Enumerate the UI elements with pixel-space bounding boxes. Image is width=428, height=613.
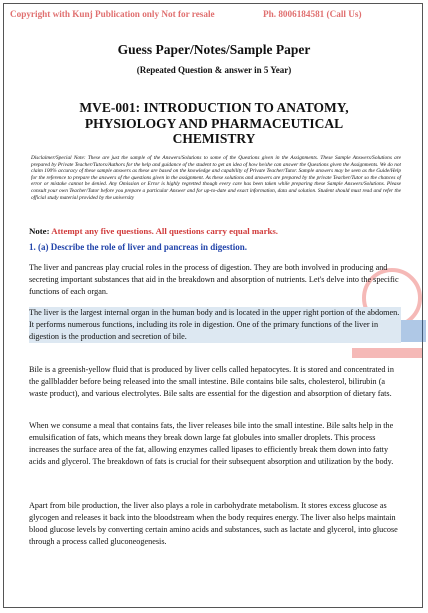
course-title	[20, 100, 408, 147]
paragraph-4: When we consume a meal that contains fats, the liver releases bile into the small intestine. Bile salts help in the emulsification of fats, which means they break down large fat globules into smaller droplets. This process increases the surface area of the fat, allowing enzymes called lipases to efficiently break them down into fatty acids and glycerol. The breakdown of fats is crucial for their subsequent absorption and utilization by the body.	[29, 421, 394, 466]
note-label: Note:	[29, 226, 50, 236]
disclaimer-text: Disclaimer/Special Note: These are just the sample of the Answers/Solutions to some of the Questions given in the Assignments. These Sample Answers/Solutions are prepared by Private Teacher/Tutors/Authors for the help and guidance of the student to get an idea of how he/she can answer the Questions given the Assignments. We do not claim 100% accuracy of these sample answers as these are based on the knowledge and capability of Private Teacher/Tutor. Sample answers may be seen as the Guide/Help for the reference to prepare the answers of the questions given in the assignment. As these solutions and answers are prepared by the private Teacher/Tutor so the chances of error or mistake cannot be denied. Any Omission or Error is highly regretted though every care has been taken while preparing these Sample Answers/Solutions. Please consult your own Teacher/Tutor before you prepare a particular Answer and for up-to-date and exact information, data and solution. Student should must read and refer the official study material provided by the university	[31, 155, 401, 201]
copyright-text: Copyright with Kunj Publication only Not for resale	[10, 9, 215, 19]
paragraph-1: The liver and pancreas play crucial roles in the process of digestion. They are both involved in producing and secreting important substances that aid in the breakdown and absorption of nutrients. Let's delve into the specific functions of each organ.	[29, 263, 399, 296]
guess-paper-subtitle: (Repeated Question & answer in 5 Year)	[136, 65, 292, 75]
paragraph-3: Bile is a greenish-yellow fluid that is produced by liver cells called hepatocytes. It is stored and concentrated in the gallbladder before being released into the small intestine. Bile contains bile salts, cholesterol, bilirubin (a waste product), and various electrolytes. Bile salts are essential for the digestion and absorption of dietary fats.	[29, 365, 394, 398]
copyright-header	[10, 9, 420, 19]
paragraph-2: The liver is the largest internal organ in the human body and is located in the upper right portion of the abdomen. It performs numerous functions, including its role in digestion. One of the primary functions of the liver in digestion is the production and secretion of bile.	[29, 308, 400, 341]
note-line	[29, 226, 278, 236]
course-title-line-3: CHEMISTRY	[172, 131, 256, 146]
question-heading: 1. (a) Describe the role of liver and pancreas in digestion.	[29, 242, 247, 252]
note-text: Attempt any five questions. All questions carry equal marks.	[51, 226, 279, 236]
guess-paper-title: Guess Paper/Notes/Sample Paper	[117, 42, 311, 57]
course-title-line-2: PHYSIOLOGY AND PHARMACEUTICAL	[84, 115, 344, 131]
course-title-line-1: MVE-001: INTRODUCTION TO ANATOMY,	[79, 100, 349, 115]
paragraph-5: Apart from bile production, the liver also plays a role in carbohydrate metabolism. It stores excess glucose as glycogen and releases it back into the bloodstream when the body requires energy. The liver also helps maintain blood glucose levels by converting certain amino acids and substances, such as lactate and glycerol, into glucose through a process called gluconeogenesis.	[29, 501, 398, 546]
phone-number: Ph. 8006184581 (Call Us)	[263, 9, 362, 19]
